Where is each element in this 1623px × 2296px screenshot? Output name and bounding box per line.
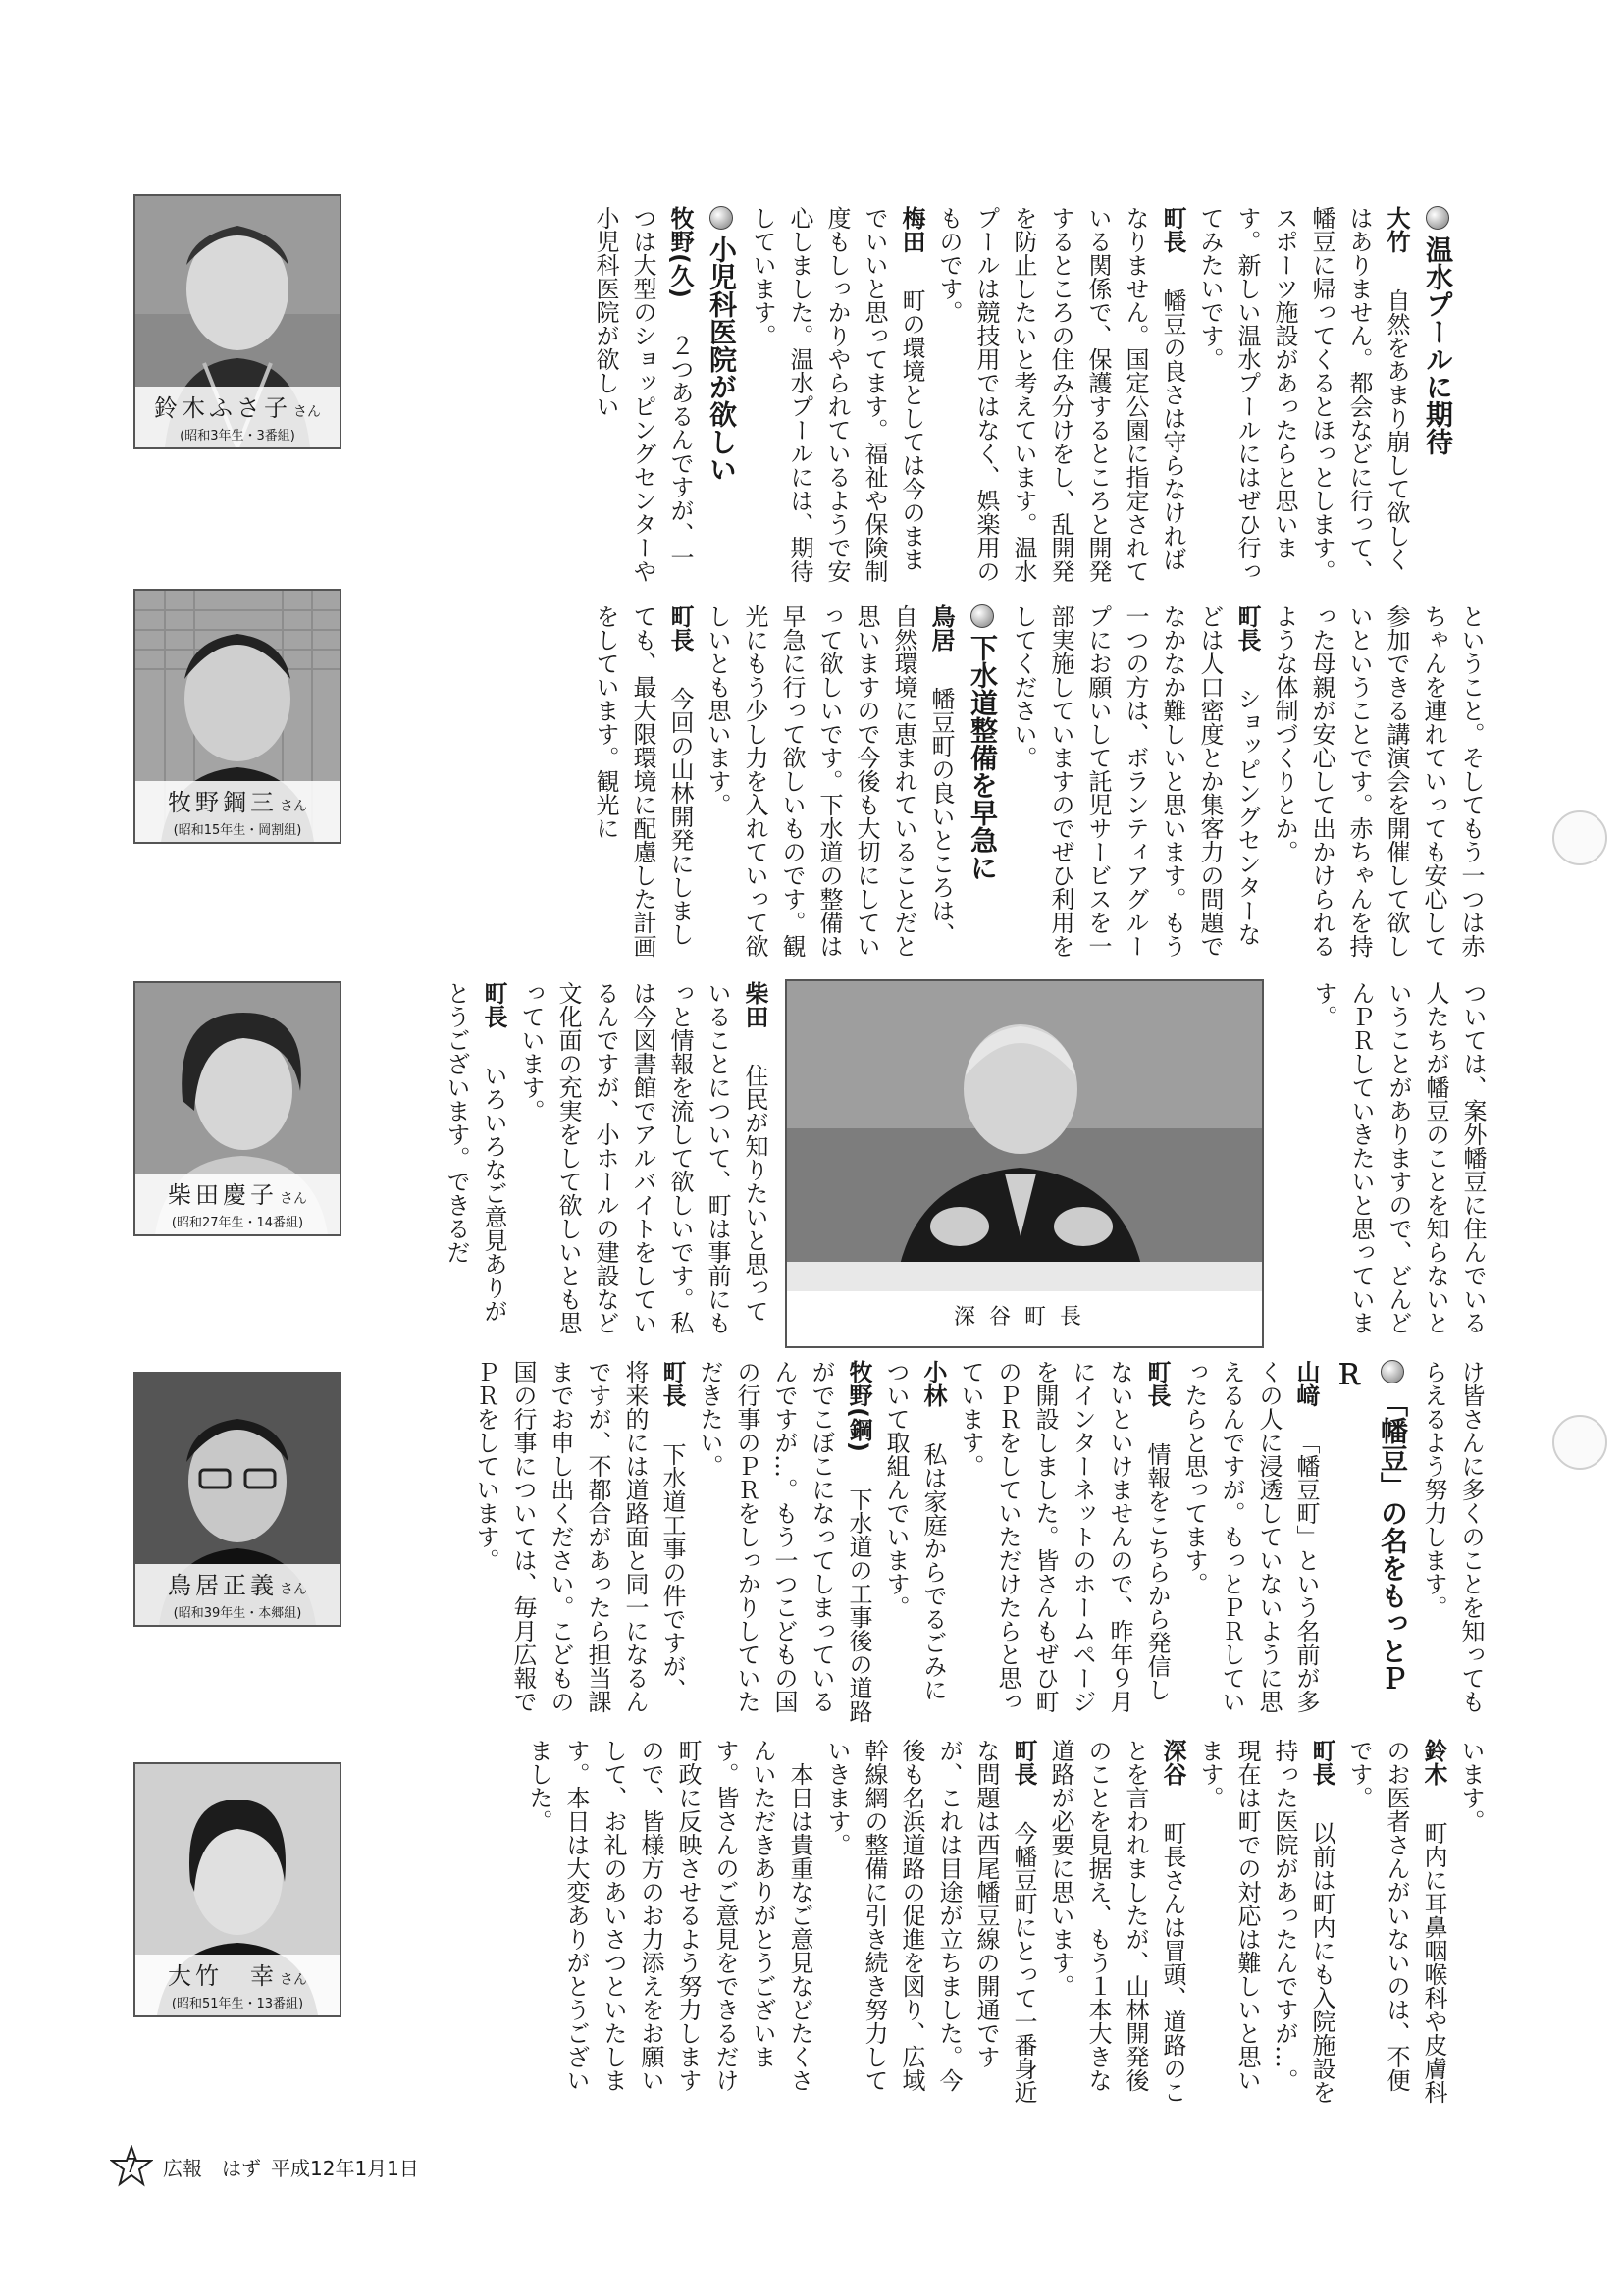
speech (691, 1360, 877, 1723)
speech-text: 私は家庭からでるごみについて取組んでいます。 (882, 1360, 947, 1701)
portrait-year: (昭和39年生・本郷組) (173, 1606, 302, 1621)
section-heading (1415, 206, 1460, 579)
speech (1191, 206, 1415, 589)
speaker: 小林 (919, 1360, 947, 1407)
portrait-year: (昭和51年生・13番組) (171, 1997, 304, 2011)
speech-text: ついては、案外幡豆に住んでいる人たちが幡豆のことを知らないということがありますので、どんどんＰＲしていきたいと思っています。 (1310, 981, 1487, 1334)
portrait-year: (昭和27年生・14番組) (171, 1216, 304, 1230)
portrait-photo (135, 591, 340, 842)
section-heading (699, 206, 744, 579)
speech (1415, 1360, 1490, 1723)
speaker: 町長 (1159, 206, 1186, 253)
speech (930, 206, 1191, 589)
portrait-suzuki (133, 194, 341, 449)
speech (877, 1360, 952, 1723)
speaker: 町長 (1308, 1739, 1335, 1786)
speaker: 町長 (1010, 1739, 1037, 1786)
heading-text: 温水プールに期待 (1422, 235, 1454, 455)
speech-text: 幡豆の良さは守らなければなりません。国定公園に指定されている関係で、保護するところと開発するところの住み分けをし、乱開発を防止したいと考えています。温水プールは競技用ではなく、娯楽用のものです。 (935, 206, 1186, 583)
speech-text: け皆さんに多くのことを知ってもらえるよう努力します。 (1420, 1360, 1485, 1713)
speaker: 山﨑 (1292, 1360, 1320, 1407)
speaker: 町長 (480, 981, 507, 1028)
punch-hole-bottom (1552, 1415, 1607, 1470)
speech (952, 1360, 1176, 1723)
speech (1042, 1739, 1191, 2108)
bullet-icon (1426, 206, 1449, 230)
portrait-torii (133, 1372, 341, 1627)
section-heading (1325, 1360, 1415, 1713)
speaker: 町長 (1233, 604, 1261, 652)
speaker: 大竹 (1383, 206, 1410, 253)
publication-date: 平成12年1月1日 (271, 2156, 419, 2180)
speech-text: ということ。そしてもう一つは赤ちゃんを連れていっても安心して参加できる講演会を開催して欲しいということです。赤ちゃんを持った母親が安心して出かけられるような体制づくりとか。 (1271, 604, 1485, 958)
portrait-suffix: さん (280, 1582, 307, 1597)
portrait-suffix: さん (280, 1191, 307, 1207)
speaker: 柴田 (741, 981, 768, 1028)
portrait-name: 鈴木ふさ子 (154, 394, 291, 422)
article-bottom (361, 1739, 1490, 2108)
portrait-suffix: さん (293, 404, 321, 420)
portrait-year: (昭和15年生・岡割組) (173, 823, 302, 838)
portrait-suffix: さん (280, 1972, 307, 1988)
article-center-right (1285, 981, 1492, 1344)
portrait-photo (135, 983, 340, 1234)
speech-text: いろいろなご意見ありがとうございます。できるだ (443, 981, 507, 1323)
mayor-photo (787, 981, 1262, 1291)
article-center-left (361, 981, 773, 1344)
speaker: 深谷 (1159, 1739, 1186, 1786)
portrait-caption (135, 1564, 340, 1625)
mayor-photo-figure (785, 979, 1264, 1348)
speech-text: 今回の山林開発にしましても、最大限環境に配慮した計画をしています。観光に (592, 604, 694, 958)
speaker: 鳥居 (927, 604, 955, 652)
speaker: 牧野(久) (666, 206, 694, 298)
speech (1452, 1739, 1490, 2108)
speech-text: 幡豆町の良いところは、自然環境に恵まれていることだと思いますので今後も大切にしていって欲しいです。下水道の整備は早急に行って欲しいものです。観光にもう少し力を入れていって欲しいとも思います。 (704, 604, 955, 958)
speech (438, 981, 512, 1344)
speech-text: 「幡豆町」という名前が多くの人に浸透していないように思えるんですが。もっとＰＲしていったらと思ってます。 (1180, 1360, 1320, 1713)
portrait-caption (135, 1955, 340, 2015)
bullet-icon (970, 604, 994, 628)
speech (1266, 604, 1490, 967)
mayor-caption: 深谷町長 (953, 1305, 1095, 1330)
speaker: 梅田 (898, 206, 925, 253)
speech (467, 1360, 691, 1723)
speaker: 町長 (1143, 1360, 1171, 1407)
speech (587, 604, 699, 967)
speech-text: 今幡豆町にとって一番身近な問題は西尾幡豆線の開通ですが、これは目途が立ちました。今後も名浜道路の促進を図り、広域幹線網の整備に引き続き努力していきます。 (823, 1739, 1037, 2104)
portrait-caption (135, 781, 340, 842)
portrait-name: 牧野鋼三 (168, 789, 278, 816)
article-top-section1 (557, 206, 1460, 589)
portrait-suffix: さん (280, 799, 307, 814)
speech-text: 自然をあまり崩して欲しくはありません。都会などに行って、幡豆に帰ってくるとほっとします。スポーツ施設があったらと思います。新しい温水プールにはぜひ行ってみたいです。 (1196, 206, 1410, 583)
speaker: 町長 (666, 604, 694, 652)
publication-name: 広報 はず (163, 2156, 261, 2180)
section-pediatrics (587, 206, 744, 589)
portrait-photo (135, 1764, 340, 2015)
speech-text: 町内に耳鼻咽喉科や皮膚科のお医者さんがいないのは、不便です。 (1345, 1739, 1447, 2104)
section-pool (744, 206, 1460, 589)
heading-text: 「幡豆」の名をもっとＰＲ (1332, 1360, 1409, 1692)
speech (1305, 981, 1492, 1344)
speech-text: 情報をこちらから発信しないといけませんので、昨年９月にインターネットのホームページを開設しました。皆さんもぜひ町のＰＲをしていただけたらと思っています。 (957, 1360, 1171, 1713)
speaker: 牧野(鋼) (845, 1360, 872, 1452)
speech (520, 1739, 818, 2108)
article-lower (361, 1360, 1490, 1723)
heading-text: 小児科医院が欲しい (706, 235, 738, 483)
page-footer (110, 2145, 419, 2188)
article-middle (361, 604, 1490, 967)
speech-text: ショッピングセンターなどは人口密度とか集客力の問題でなかなか難しいと思います。もう一つの方は、ボランティアグループにお願いして託児サービスを一部実施していますのでぜひ利用をしてください。 (1010, 604, 1261, 958)
page-number: 7 (125, 2154, 138, 2177)
speech (818, 1739, 1042, 2108)
speech (1191, 1739, 1340, 2108)
speech (1005, 604, 1266, 967)
mayor-photo-icon (787, 981, 1262, 1291)
punch-hole-top (1552, 810, 1607, 865)
section-heading (960, 604, 1005, 958)
portrait-makino (133, 589, 341, 844)
speech-text: 住民が知りたいと思っていることについて、町は事前にもっと情報を流して欲しいです。私は今図書館でアルバイトをしているんですが、小ホールの建設など文化面の充実をして欲しいとも思っています。 (517, 981, 768, 1334)
portrait-name: 大竹 幸 (168, 1962, 278, 1990)
speech-text: います。 (1457, 1739, 1485, 1833)
page-number-badge (110, 2145, 153, 2188)
speech-text: 以前は町内にも入院施設を持った医院があったんですが…。現在は町での対応は難しいと思います。 (1196, 1739, 1335, 2104)
portrait-shibata (133, 981, 341, 1236)
portrait-caption (135, 387, 340, 447)
portrait-otake (133, 1762, 341, 2017)
portrait-photo (135, 196, 340, 447)
speech-text: 下水道の工事後の道路がでこぼこになってしまっているんですが…。もう一つこどもの国の行事のＰＲをしっかりしていただきたい。 (696, 1360, 872, 1723)
speech (699, 604, 960, 967)
portrait-caption (135, 1174, 340, 1234)
portrait-year: (昭和3年生・3番組) (180, 429, 295, 444)
speaker: 鈴木 (1420, 1739, 1447, 1786)
bullet-icon (1381, 1360, 1404, 1383)
speech (1340, 1739, 1452, 2108)
speaker: 町長 (658, 1360, 686, 1407)
speech (587, 206, 699, 589)
speech-text: 町の環境としては今のままでいいと思ってます。福祉や保険制度もしっかりやられているようで安心しました。温水プールには、期待しています。 (749, 206, 925, 583)
speech-text: 下水道工事の件ですが、将来的には道路面と同一になるんですが、不都合があったら担当課までお申し出ください。こどもの国の行事については、毎月広報でＰＲをしています。 (472, 1360, 686, 1713)
speech (1176, 1360, 1325, 1723)
speech-text: 本日は貴重なご意見などたくさんいただきありがとうございます。皆さんのご意見をできるだけ町政に反映させるよう努力しますので、皆様方のお力添えをお願いして、お礼のあいさつといたします。本日は大変ありがとうございました。 (525, 1739, 813, 2092)
heading-text: 下水道整備を早急に (967, 634, 999, 881)
portrait-photo (135, 1374, 340, 1625)
portrait-name: 鳥居正義 (168, 1572, 278, 1599)
portrait-name: 柴田慶子 (168, 1181, 278, 1209)
speech (744, 206, 930, 589)
speech-text: ２つあるんですが、一つは大型のショッピングセンターや小児科医院が欲しい (592, 206, 694, 583)
bullet-icon (709, 206, 733, 230)
speech (512, 981, 773, 1344)
speech-text: 町長さんは冒頭、道路のことを言われましたが、山林開発後のことを見据え、もう１本大きな道路が必要に思います。 (1047, 1739, 1186, 2104)
